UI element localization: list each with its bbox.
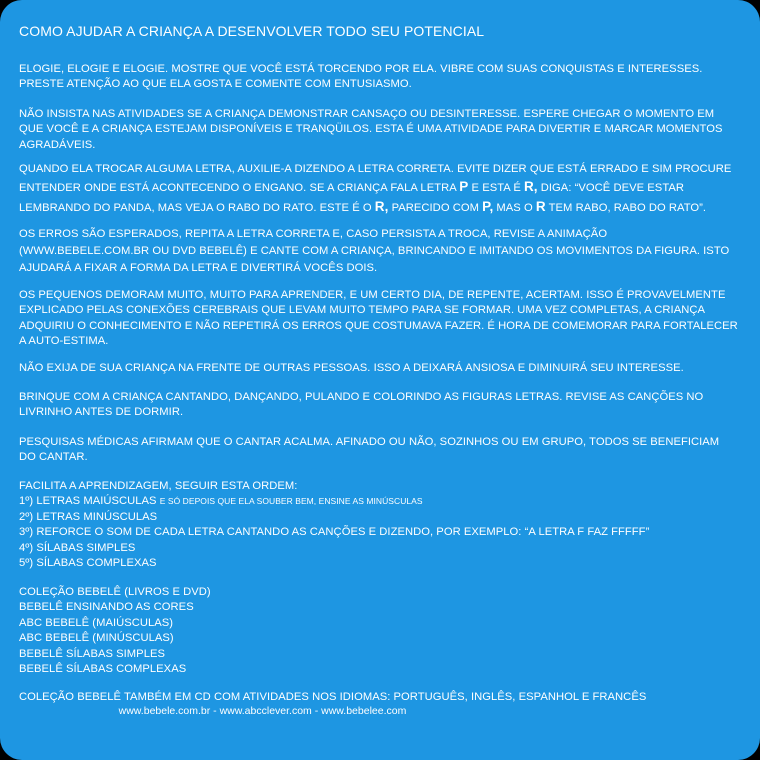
learning-order-list [19,479,739,571]
paragraph-letter-swap [19,160,739,217]
order-item-1-note: E SÓ DEPOIS QUE ELA SOUBER BEM, ENSINE AS MINÚSCULAS [159,496,423,507]
collection-item: ABC BEBELÊ (MINÚSCULAS) [19,632,174,645]
letter-p-bold: P [459,179,469,195]
order-item-5: 5º) SÍLABAS COMPLEXAS [19,557,157,570]
paragraph-praise: ELOGIE, ELOGIE E ELOGIE. MOSTRE QUE VOCÊ ESTÁ TORCENDO POR ELA. VIBRE COM SUAS CONQUISTAS E INTERESSES. PRESTE ATENÇÃO AO QUE ELA GOSTA E COMENTE COM ENTUSIASMO. [19,63,703,91]
paragraph-slow-learning: OS PEQUENOS DEMORAM MUITO, MUITO PARA APRENDER, E UM CERTO DIA, DE REPENTE, ACERTAM. ISSO É PROVAVELMENTE EXPLICADO PELAS CONEXÕES CEREBRAIS QUE LEVAM MUITO TEMPO PARA SE FORMAR. UMA VEZ COMPLETAS, A CRIANÇA ADQUIRIU O CONHECIMENTO E NÃO REPETIRÁ OS ERROS QUE COSTUMAVA FAZER. É HORA DE COMEMORAR PARA FORTALECER A AUTO-ESTIMA. [19,289,738,348]
order-item-1-label: 1º) LETRAS MAIÚSCULAS [19,495,157,508]
order-item-3: 3º) REFORCE O SOM DE CADA LETRA CANTANDO AS CANÇÕES E DIZENDO, POR EXEMPLO: “A LETRA F FAZ FFFFF” [19,526,650,539]
collection-item: ABC BEBELÊ (MAIÚSCULAS) [19,616,174,629]
collection-list [19,585,739,677]
paragraph-dont-demand: NÃO EXIJA DE SUA CRIANÇA NA FRENTE DE OUTRAS PESSOAS. ISSO A DEIXARÁ ANSIOSA E DIMINUIRÁ SEU INTERESSE. [19,362,684,374]
order-item-2: 2º) LETRAS MINÚSCULAS [19,510,158,523]
letter-swap-text-1: QUANDO ELA TROCAR ALGUMA LETRA, AUXILIE-A DIZENDO A LETRA CORRETA. EVITE DIZER QUE ESTÁ ERRADO E SIM PROCURE ENTENDER ONDE ESTÁ ACONTECENDO O ENGANO. SE A CRIANÇA FALA LETRA [19,163,732,195]
letter-r-bold-3: R [535,198,546,214]
footer-websites: www.bebele.com.br - www.abcclever.com - www.bebelee.com [118,705,407,717]
collection-item: BEBELÊ SÍLABAS SIMPLES [19,647,165,660]
letter-swap-text-3: DIGA: “VOCÊ DEVE ESTAR LEMBRANDO DO PANDA, MAS VEJA O RABO DO RATO. ESTE É O [19,182,685,214]
letter-r-bold-2: R, [374,198,389,214]
collection-item: BEBELÊ SÍLABAS COMPLEXAS [19,663,187,676]
paragraph-dont-insist: NÃO INSISTA NAS ATIVIDADES SE A CRIANÇA DEMONSTRAR CANSAÇO OU DESINTERESSE. ESPERE CHEGAR O MOMENTO EM QUE VOCÊ E A CRIANÇA ESTEJAM DISPONÍVEIS E TRANQÜILOS. ESTA É UMA ATIVIDADE PARA DIVERTIR E MARCAR MOMENTOS AGRADÁVEIS. [19,108,723,151]
letter-r-bold: R, [524,179,538,195]
paragraph-play: BRINQUE COM A CRIANÇA CANTANDO, DANÇANDO, PULANDO E COLORINDO AS FIGURAS LETRAS. REVISE AS CANÇÕES NO LIVRINHO ANTES DE DORMIR. [19,391,704,419]
learning-order-heading: FACILITA A APRENDIZAGEM, SEGUIR ESTA ORDEM: [19,480,298,492]
paragraph-errors: OS ERROS SÃO ESPERADOS, REPITA A LETRA CORRETA E, CASO PERSISTA A TROCA, REVISE A ANIMAÇÃO (WWW.BEBELE.COM.BR OU DVD BEBELÊ) E CANTE COM A CRIANÇA, BRINCANDO E IMITANDO OS MOVIMENTOS DA FIGURA. ISTO AJUDARÁ A FIXAR A FORMA DA LETRA E DIVERTIRÁ VOCÊS DOIS. [19,228,730,274]
letter-p-bold-2: P, [482,198,494,214]
letter-swap-text-6: TEM RABO, RABO DO RATO”. [545,201,707,214]
order-item-1 [19,494,739,509]
order-item-4: 4º) SÍLABAS SIMPLES [19,541,136,554]
letter-swap-text-5: MAS O [493,201,536,214]
letter-swap-text-4: PARECIDO COM [388,201,483,214]
cd-languages-line: COLEÇÃO BEBELÊ TAMBÉM EM CD COM ATIVIDADES NOS IDIOMAS: PORTUGUÊS, INGLÊS, ESPANHOL E FRANCÊS [19,691,647,703]
paragraph-singing: PESQUISAS MÉDICAS AFIRMAM QUE O CANTAR ACALMA. AFINADO OU NÃO, SOZINHOS OU EM GRUPO, TODOS SE BENEFICIAM DO CANTAR. [19,436,720,464]
collection-heading: COLEÇÃO BEBELÊ (LIVROS E DVD) [19,586,211,598]
collection-item: BEBELÊ ENSINANDO AS CORES [19,601,194,614]
page-title: COMO AJUDAR A CRIANÇA A DESENVOLVER TODO SEU POTENCIAL [19,23,485,39]
letter-swap-text-2: E ESTA É [468,182,524,195]
